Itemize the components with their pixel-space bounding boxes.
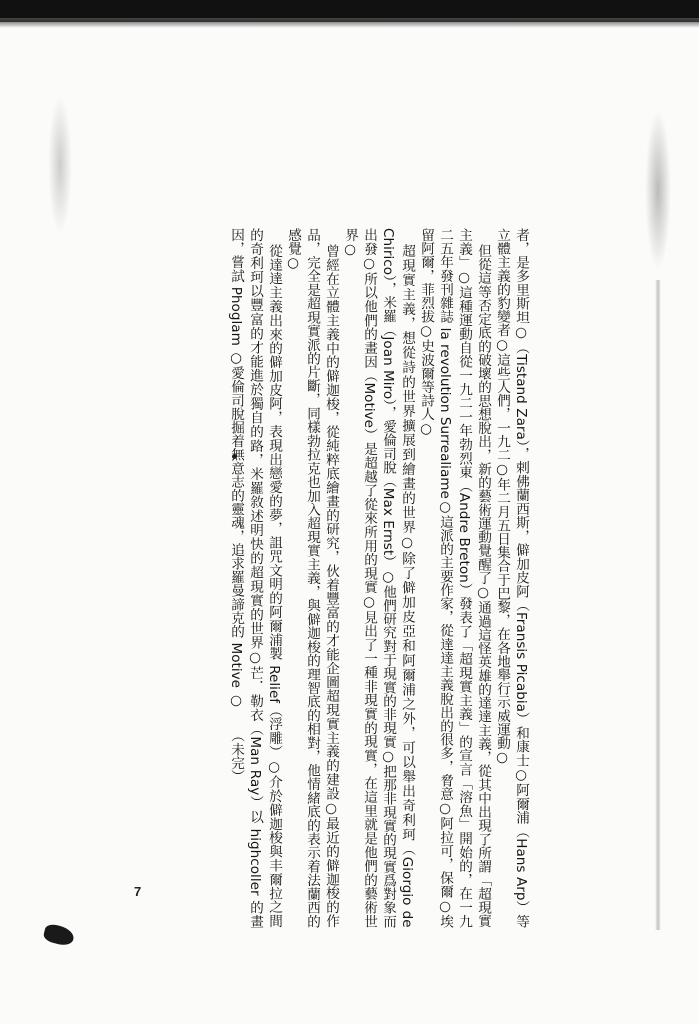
paragraph: 從達達主義出來的僻加皮阿，表現出戀愛的夢，詛咒文明的阿爾浦製 Relief（浮雕）○介於僻迦梭與丰爾拉之間的奇利珂以豐富的才能進於獨自的路，米羅敘述明快的超現實的世界○芒．勒衣（Man Ray）以 highcoller 的畫因，嘗試 Phoglam ○愛倫司脫掘着無意志的靈魂，追求羅曼諦克的 Motive ○ （未完） (228, 228, 282, 928)
paragraph: 但從這等否定底的破壞的思想脫出，新的藝術運動覺醒了○通過這怪英雄的達達主義，從其中出現了所謂「超現實主義」○這種運動自從一九二一年勃烈東（Andre Breton）發表了「超現實主義」的宣言「溶魚」開始的，在一九二五年發刊雜誌 la revolution Surrealiame○這派的主要作家，從達達主義脫出的很多，脅意○阿拉可，保爾○埃留阿爾，菲烈拔○史波爾等詩人○ (418, 228, 491, 928)
paragraph: 超現實主義，想從詩的世界擴展到繪畫的世界○除了僻加皮亞和阿爾浦之外，可以舉出奇利珂（Giorgio de Chirico），米羅（Joan Miro），愛倫司脫（Max Ernst）○他們研究對于現實的非現實○把那非現實的現實爲對象而出發○所以他們的畫因（Motive）是超越了從來所用的現實○見出了一種非現實的現實，在這里就是他們的藝術世界○ (342, 228, 415, 928)
scan-smudge-left (48, 95, 72, 235)
ink-blot (42, 923, 75, 948)
page-fold-edge (655, 280, 661, 930)
vertical-text-body (228, 228, 530, 928)
scan-top-shadow (0, 18, 699, 28)
paragraph: 曾經在立體主義中的僻迦梭，從純粹底繪畫的研究，伙着豐富的才能企圖超現實主義的建設○最近的僻迦梭的作品，完全是超現實派的片斷，同樣勃拉克也加入超現實主義，與僻迦梭的理智底的相對，他情緒底的表示着法蘭西的感覺○ (285, 228, 339, 928)
page-number: 7 (134, 884, 142, 899)
scan-smudge-right (645, 110, 671, 270)
paragraph: 者，是多里斯坦○（Tistand Zara），剌佛蘭西斯，僻加皮阿（Fransis Picabia）和康士○阿爾浦（Hans Arp）等立體主義的豹變者○這些人們，一九二○年二月五日集合于巴黎，在各地舉行示威運動○ (494, 228, 529, 928)
